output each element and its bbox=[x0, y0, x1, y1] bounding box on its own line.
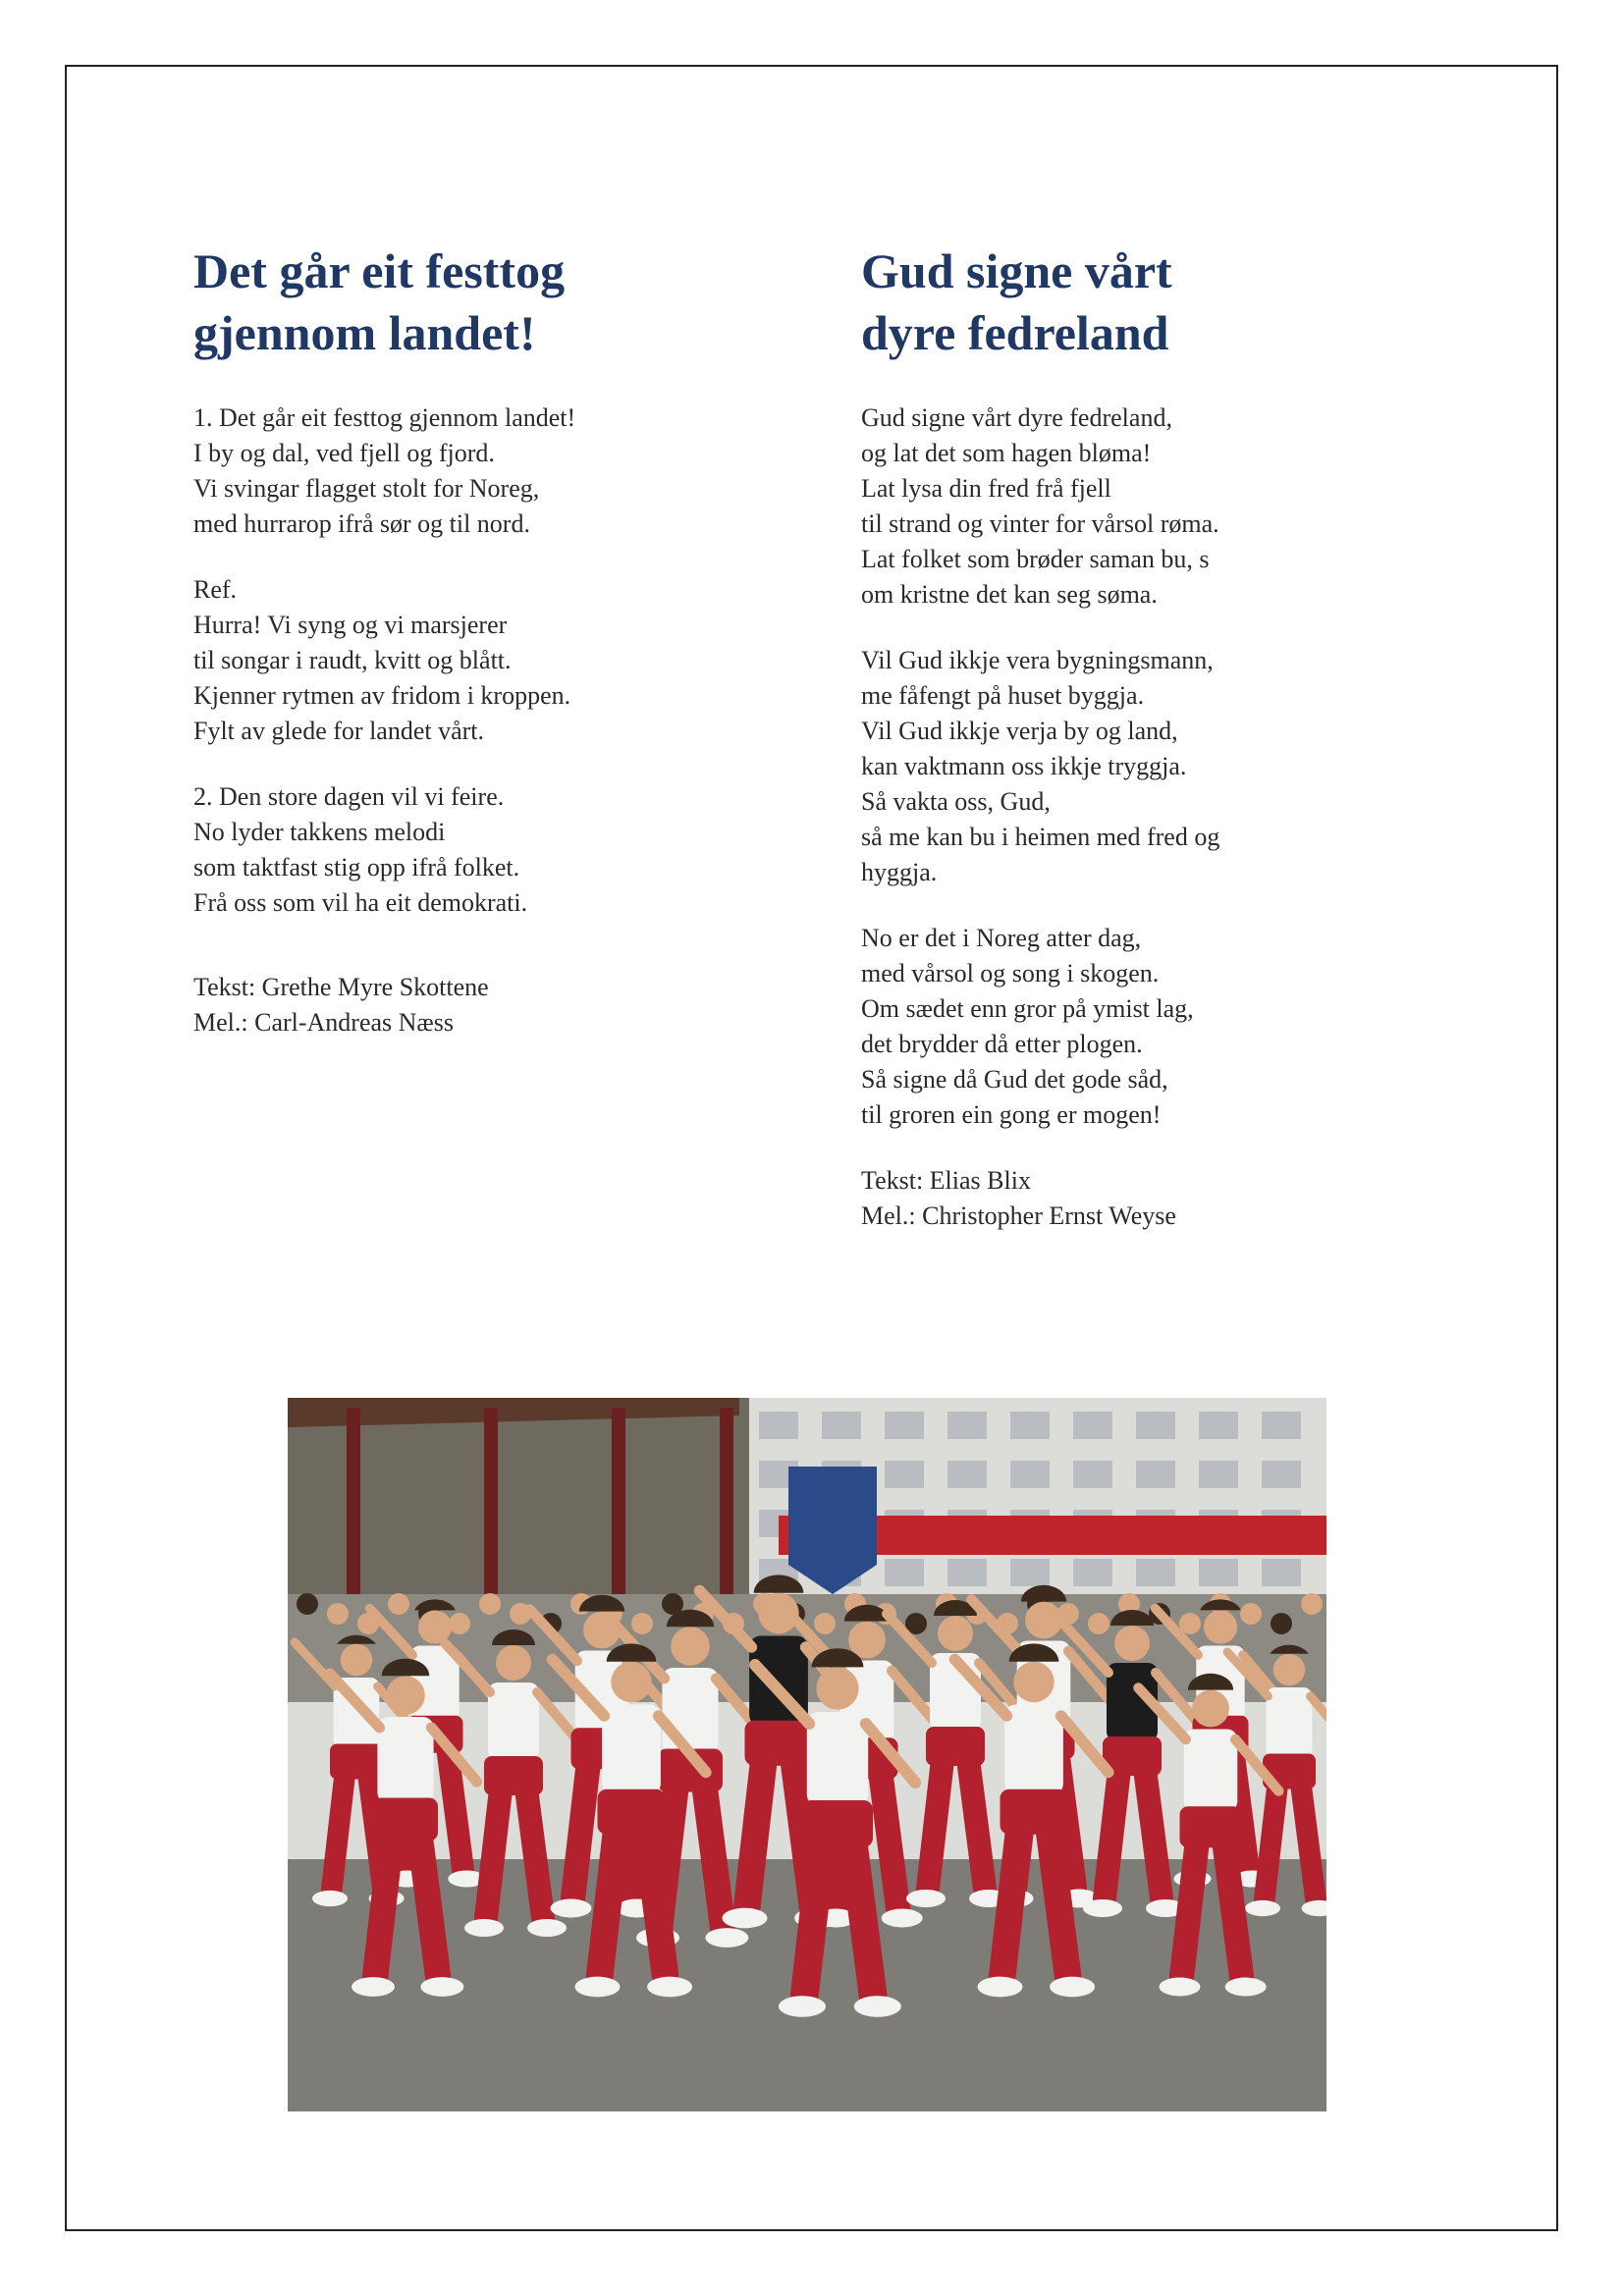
dancer-shoe bbox=[647, 1977, 692, 1998]
dancer-head bbox=[1013, 1662, 1054, 1702]
right-song-column bbox=[861, 240, 1411, 1234]
right-song-title bbox=[861, 240, 1411, 364]
verse-line: Så vakta oss, Gud, bbox=[861, 787, 1051, 816]
dancer-shoe bbox=[854, 1996, 901, 2017]
dancer-shoe bbox=[1083, 1899, 1122, 1917]
building-window bbox=[759, 1412, 798, 1439]
dancer-leg bbox=[1182, 1833, 1199, 1977]
spectator-head bbox=[327, 1603, 349, 1625]
dancer-leg bbox=[375, 1825, 393, 1976]
credit-line: Tekst: Elias Blix bbox=[861, 1166, 1031, 1195]
verse-line: 1. Det går eit festtog gjennom landet! bbox=[193, 403, 576, 432]
right-title-line: dyre fedreland bbox=[861, 305, 1169, 360]
dancer-head bbox=[1025, 1602, 1062, 1639]
dancer-shirt bbox=[602, 1705, 661, 1795]
left-song-column bbox=[193, 240, 743, 1041]
building-window bbox=[885, 1559, 924, 1586]
verse-line: No lyder takkens melodi bbox=[193, 818, 446, 846]
verse-line: Lat lysa din fred frå fjell bbox=[861, 474, 1111, 503]
building-window bbox=[1136, 1412, 1175, 1439]
building-window bbox=[1136, 1461, 1175, 1488]
verse-line: til songar i raudt, kvitt og blått. bbox=[193, 646, 512, 674]
dancer-leg bbox=[486, 1781, 502, 1918]
verse-line: Fylt av glede for landet vårt. bbox=[193, 717, 485, 745]
dancer-shoe bbox=[312, 1891, 348, 1906]
dancer-shoe bbox=[527, 1919, 567, 1937]
dancer-leg bbox=[573, 1754, 590, 1898]
building-window bbox=[1136, 1559, 1175, 1586]
verse-line: Kjenner rytmen av fridom i kroppen. bbox=[193, 681, 571, 710]
building-window bbox=[1073, 1461, 1112, 1488]
spectator-head bbox=[1088, 1613, 1109, 1634]
verse-line: Så signe då Gud det gode såd, bbox=[861, 1065, 1168, 1094]
dancer-shirt bbox=[488, 1682, 539, 1761]
left-song-credits bbox=[193, 970, 743, 1041]
verse-line: kan vaktmann oss ikkje tryggja. bbox=[861, 752, 1187, 780]
dancer-shoe bbox=[352, 1977, 395, 1997]
dancer-shoe bbox=[551, 1899, 592, 1918]
dancer-shoe bbox=[1245, 1900, 1280, 1916]
verse-line: 2. Den store dagen vil vi feire. bbox=[193, 782, 505, 811]
verse-line: til groren ein gong er mogen! bbox=[861, 1100, 1162, 1129]
verse-line: som taktfast stig opp ifrå folket. bbox=[193, 853, 520, 881]
dancer-shoe bbox=[882, 1909, 923, 1928]
building-window bbox=[1199, 1412, 1238, 1439]
right-song-credits bbox=[861, 1163, 1411, 1234]
dancer-leg bbox=[747, 1749, 765, 1907]
stanza bbox=[861, 400, 1411, 613]
dancer-leg bbox=[928, 1751, 944, 1889]
dancers-photo-image bbox=[288, 1398, 1326, 2111]
verse-line: No er det i Noreg atter dag, bbox=[861, 924, 1142, 952]
building-window bbox=[1199, 1559, 1238, 1586]
dancer-shirt bbox=[1267, 1687, 1313, 1758]
dancer-leg bbox=[1105, 1761, 1120, 1898]
verse-line: me fåfengt på huset byggja. bbox=[861, 681, 1145, 710]
dancer-shirt bbox=[377, 1717, 433, 1803]
building-window bbox=[1010, 1559, 1050, 1586]
stanza bbox=[861, 921, 1411, 1133]
verse-line: med vårsol og song i skogen. bbox=[861, 959, 1160, 988]
dancer-head bbox=[816, 1667, 858, 1709]
dancer-head bbox=[1273, 1654, 1305, 1685]
spectator-head bbox=[631, 1613, 653, 1634]
verse-line: og lat det som hagen bløma! bbox=[861, 439, 1152, 467]
verse-line: om kristne det kan seg søma. bbox=[861, 580, 1158, 609]
stanza bbox=[861, 643, 1411, 890]
verse-line: til strand og vinter for vårsol røma. bbox=[861, 509, 1219, 538]
dancer-head bbox=[496, 1645, 531, 1681]
building-window bbox=[1073, 1412, 1112, 1439]
building-window bbox=[1262, 1412, 1301, 1439]
dancer-leg bbox=[804, 1830, 823, 1995]
spectator-head bbox=[449, 1613, 470, 1634]
building-window bbox=[1073, 1559, 1112, 1586]
right-song-stanzas bbox=[861, 400, 1411, 1133]
stanza bbox=[193, 779, 743, 921]
spectator-head bbox=[1179, 1613, 1201, 1634]
verse-line: Hurra! Vi syng og vi marsjerer bbox=[193, 611, 508, 639]
dancer-head bbox=[611, 1662, 651, 1702]
building-window bbox=[1010, 1461, 1050, 1488]
dancer-shoe bbox=[906, 1890, 946, 1907]
spectator-head bbox=[388, 1593, 409, 1615]
credit-line: Mel.: Carl-Andreas Næss bbox=[193, 1008, 455, 1037]
verse-line: Frå oss som vil ha eit demokrati. bbox=[193, 888, 528, 917]
dancer-shoe bbox=[723, 1908, 768, 1929]
verse-line: Vil Gud ikkje verja by og land, bbox=[861, 717, 1178, 745]
verse-line: så me kan bu i heimen med fred og bbox=[861, 823, 1220, 851]
dancer-shoe bbox=[779, 1996, 826, 2017]
right-title-line: Gud signe vårt bbox=[861, 243, 1172, 298]
dancer-head bbox=[671, 1627, 710, 1666]
building-window bbox=[1010, 1412, 1050, 1439]
stanza bbox=[193, 572, 743, 749]
building-window bbox=[947, 1412, 987, 1439]
credit-line: Tekst: Grethe Myre Skottene bbox=[193, 973, 489, 1001]
dancer-head bbox=[386, 1676, 425, 1715]
dancer-leg bbox=[332, 1766, 346, 1890]
building-window bbox=[1262, 1559, 1301, 1586]
verse-line: Gud signe vårt dyre fedreland, bbox=[861, 403, 1172, 432]
spectator-head bbox=[1240, 1603, 1262, 1625]
spectator-head bbox=[297, 1593, 318, 1615]
left-song-stanzas bbox=[193, 400, 743, 921]
building-window bbox=[822, 1412, 861, 1439]
dancer-shoe bbox=[705, 1928, 748, 1948]
dancer-shoe bbox=[575, 1977, 621, 1998]
building-window bbox=[1199, 1461, 1238, 1488]
dancer-shoe bbox=[464, 1919, 504, 1937]
dancer-head bbox=[758, 1593, 798, 1633]
verse-line: med hurrarop ifrå sør og til nord. bbox=[193, 509, 530, 538]
dancer-shirt bbox=[807, 1712, 868, 1806]
verse-line: I by og dal, ved fjell og fjord. bbox=[193, 439, 495, 467]
stanza bbox=[193, 400, 743, 542]
dancers-photo bbox=[288, 1398, 1326, 2111]
verse-line: Lat folket som brøder saman bu, s bbox=[861, 545, 1210, 573]
verse-line: Om sædet enn gror på ymist lag, bbox=[861, 994, 1194, 1023]
dancer-head bbox=[1114, 1626, 1150, 1661]
building-window bbox=[947, 1461, 987, 1488]
verse-line: Vi svingar flagget stolt for Noreg, bbox=[193, 474, 540, 503]
spectator-head bbox=[1301, 1593, 1323, 1615]
verse-line: hyggja. bbox=[861, 858, 938, 886]
building-window bbox=[947, 1559, 987, 1586]
dancer-shoe bbox=[1225, 1978, 1267, 1997]
spectator-head bbox=[479, 1593, 501, 1615]
dancer-leg bbox=[600, 1818, 618, 1976]
left-song-title bbox=[193, 240, 743, 364]
building-window bbox=[885, 1412, 924, 1439]
dancer-shirt bbox=[1184, 1730, 1238, 1812]
verse-line: Vil Gud ikkje vera bygningsmann, bbox=[861, 646, 1214, 674]
credit-line: Mel.: Christopher Ernst Weyse bbox=[861, 1201, 1176, 1230]
dancer-head bbox=[341, 1644, 372, 1676]
verse-line: det brydder då etter plogen. bbox=[861, 1030, 1143, 1058]
dancer-shoe bbox=[420, 1977, 463, 1997]
dancer-head bbox=[1204, 1610, 1237, 1643]
spectator-head bbox=[1271, 1613, 1292, 1634]
dancer-head bbox=[938, 1616, 973, 1651]
dancer-shirt bbox=[1004, 1705, 1063, 1795]
dancer-shoe bbox=[1160, 1978, 1201, 1997]
building-window bbox=[885, 1461, 924, 1488]
dancer-head bbox=[1192, 1690, 1229, 1728]
left-title-line: Det går eit festtog bbox=[193, 243, 566, 298]
dancer-shirt bbox=[662, 1668, 718, 1754]
spectator-head bbox=[814, 1613, 836, 1634]
building-window bbox=[1262, 1461, 1301, 1488]
verse-line: Ref. bbox=[193, 575, 238, 604]
dancer-shoe bbox=[978, 1977, 1023, 1998]
dancer-shoe bbox=[1050, 1977, 1095, 1998]
left-title-line: gjennom landet! bbox=[193, 305, 536, 360]
dancer-leg bbox=[1002, 1818, 1020, 1976]
